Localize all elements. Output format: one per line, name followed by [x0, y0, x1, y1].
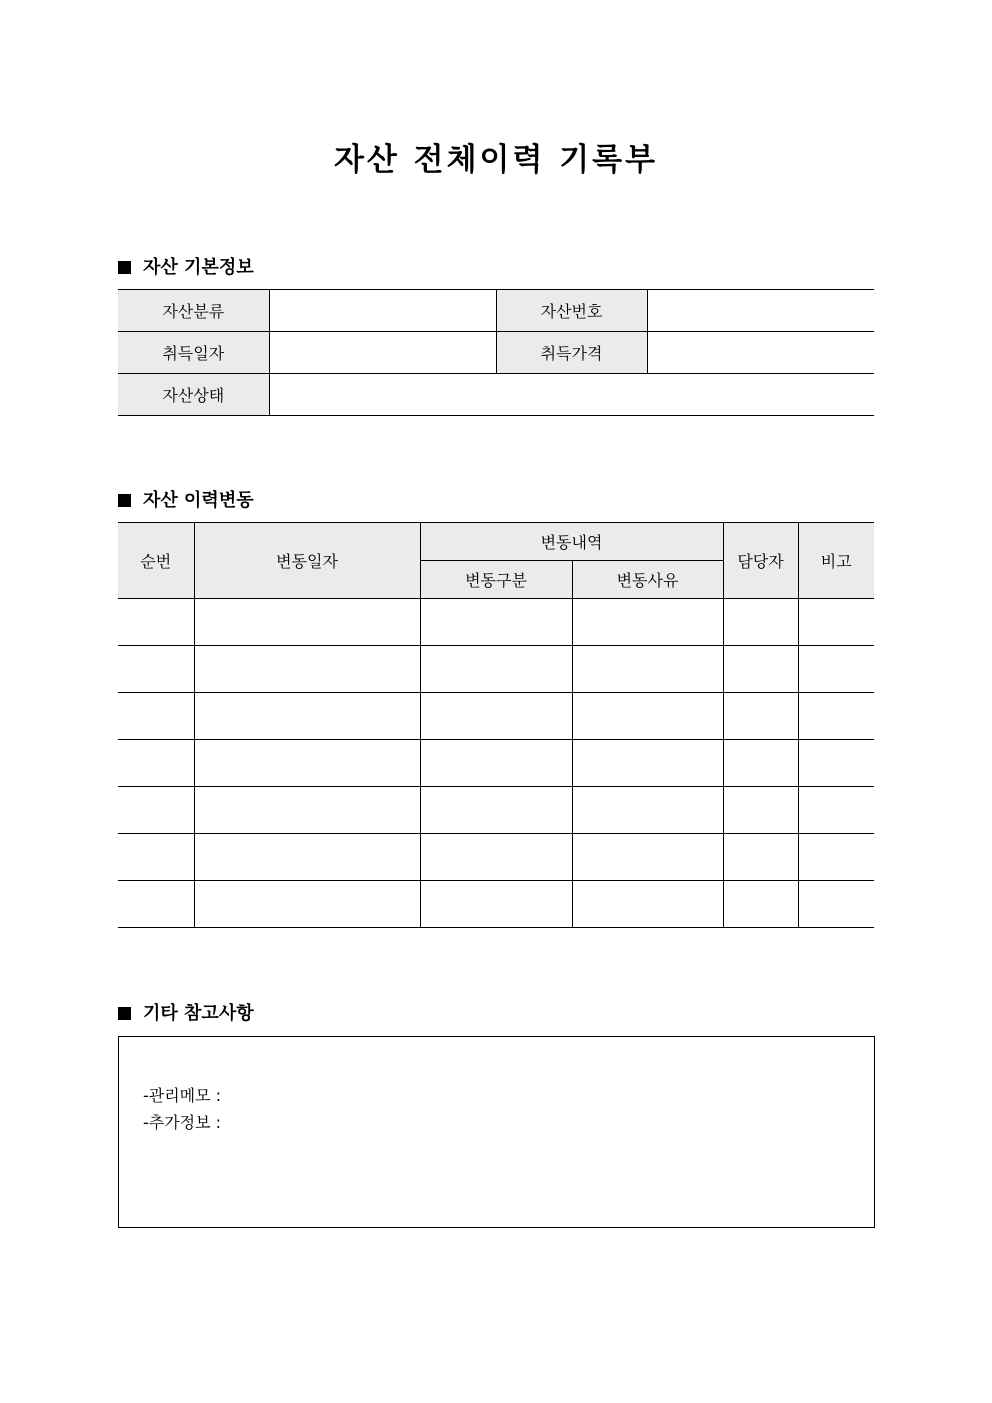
cell-change-type[interactable]	[420, 693, 572, 740]
notes-line-additional-info: -추가정보 :	[143, 1113, 222, 1132]
cell-remarks[interactable]	[798, 646, 874, 693]
cell-change-reason[interactable]	[572, 787, 723, 834]
cell-seq[interactable]	[118, 834, 194, 881]
label-acquisition-date: 취득일자	[118, 332, 269, 374]
cell-change-reason[interactable]	[572, 834, 723, 881]
section-heading-history	[118, 486, 254, 512]
cell-manager[interactable]	[723, 599, 798, 646]
cell-remarks[interactable]	[798, 787, 874, 834]
table-row	[118, 740, 874, 787]
table-row	[118, 834, 874, 881]
cell-change-type[interactable]	[420, 740, 572, 787]
label-status: 자산상태	[118, 374, 269, 416]
label-asset-number: 자산번호	[496, 290, 647, 332]
col-header-seq: 순번	[118, 523, 194, 599]
col-header-manager: 담당자	[723, 523, 798, 599]
cell-remarks[interactable]	[798, 599, 874, 646]
col-header-change-details: 변동내역	[420, 523, 723, 561]
cell-change-date[interactable]	[194, 646, 420, 693]
basic-info-heading: 자산 기본정보	[143, 257, 254, 278]
value-status[interactable]	[269, 374, 874, 416]
label-acquisition-price: 취득가격	[496, 332, 647, 374]
cell-change-date[interactable]	[194, 787, 420, 834]
cell-change-type[interactable]	[420, 881, 572, 928]
label-category: 자산분류	[118, 290, 269, 332]
notes-heading: 기타 참고사항	[143, 1003, 254, 1024]
col-header-remarks: 비고	[798, 523, 874, 599]
cell-remarks[interactable]	[798, 740, 874, 787]
cell-change-date[interactable]	[194, 881, 420, 928]
cell-change-type[interactable]	[420, 787, 572, 834]
col-header-change-type: 변동구분	[420, 561, 572, 599]
cell-remarks[interactable]	[798, 693, 874, 740]
value-acquisition-price[interactable]	[647, 332, 874, 374]
cell-remarks[interactable]	[798, 834, 874, 881]
notes-line-management-memo: -관리메모 :	[143, 1086, 222, 1105]
cell-seq[interactable]	[118, 787, 194, 834]
basic-info-table	[118, 289, 874, 416]
cell-change-reason[interactable]	[572, 646, 723, 693]
square-bullet-icon	[118, 494, 131, 507]
cell-seq[interactable]	[118, 881, 194, 928]
value-asset-number[interactable]	[647, 290, 874, 332]
cell-change-reason[interactable]	[572, 693, 723, 740]
document-title: 자산 전체이력 기록부	[333, 142, 659, 178]
table-row	[118, 693, 874, 740]
cell-change-reason[interactable]	[572, 881, 723, 928]
history-table	[118, 522, 874, 928]
cell-change-date[interactable]	[194, 834, 420, 881]
cell-manager[interactable]	[723, 693, 798, 740]
section-heading-basic-info	[118, 253, 254, 279]
cell-remarks[interactable]	[798, 881, 874, 928]
table-row	[118, 787, 874, 834]
table-row	[118, 599, 874, 646]
cell-seq[interactable]	[118, 693, 194, 740]
notes-box[interactable]	[118, 1036, 875, 1228]
cell-seq[interactable]	[118, 599, 194, 646]
cell-manager[interactable]	[723, 646, 798, 693]
cell-change-date[interactable]	[194, 693, 420, 740]
cell-change-type[interactable]	[420, 599, 572, 646]
cell-manager[interactable]	[723, 834, 798, 881]
cell-seq[interactable]	[118, 740, 194, 787]
history-heading: 자산 이력변동	[143, 490, 254, 511]
cell-change-reason[interactable]	[572, 599, 723, 646]
col-header-change-date: 변동일자	[194, 523, 420, 599]
cell-change-date[interactable]	[194, 599, 420, 646]
table-row	[118, 646, 874, 693]
table-row	[118, 881, 874, 928]
cell-manager[interactable]	[723, 787, 798, 834]
section-heading-notes	[118, 999, 254, 1025]
value-category[interactable]	[269, 290, 496, 332]
value-acquisition-date[interactable]	[269, 332, 496, 374]
square-bullet-icon	[118, 261, 131, 274]
col-header-change-reason: 변동사유	[572, 561, 723, 599]
cell-change-date[interactable]	[194, 740, 420, 787]
cell-seq[interactable]	[118, 646, 194, 693]
cell-manager[interactable]	[723, 740, 798, 787]
cell-change-reason[interactable]	[572, 740, 723, 787]
square-bullet-icon	[118, 1007, 131, 1020]
cell-manager[interactable]	[723, 881, 798, 928]
cell-change-type[interactable]	[420, 646, 572, 693]
cell-change-type[interactable]	[420, 834, 572, 881]
